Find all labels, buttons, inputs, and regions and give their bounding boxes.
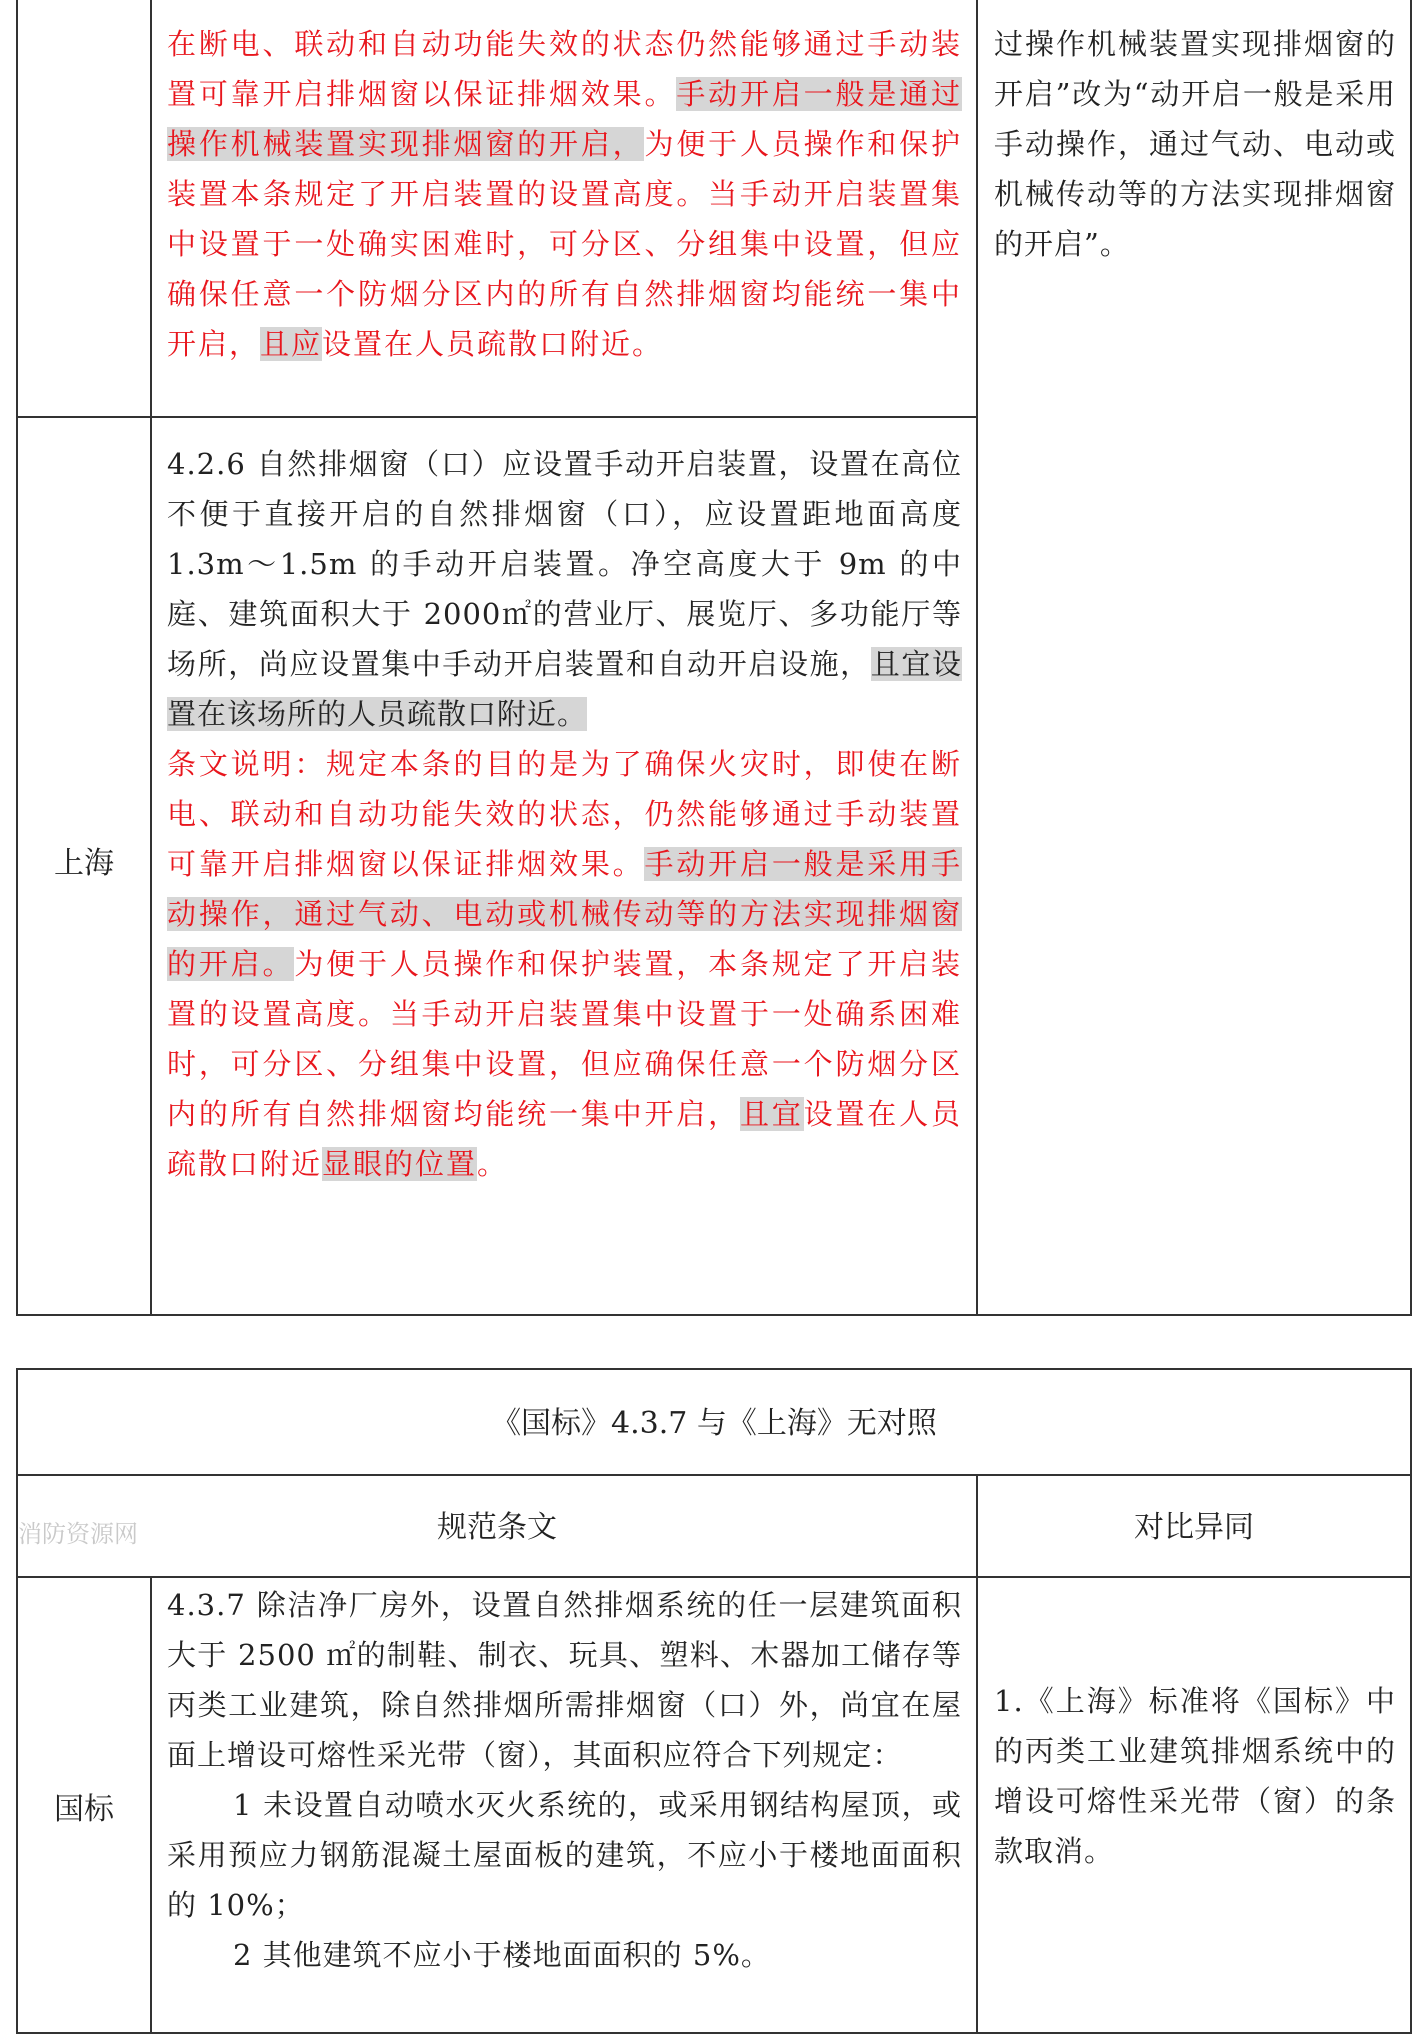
watermark: 消防资源网 [18, 1520, 138, 1548]
region-cell-row1 [18, 0, 152, 416]
comparison-cell [978, 0, 1410, 1314]
clause-cell-row1 [152, 0, 978, 416]
header-cell-compare [978, 1474, 1410, 1576]
explanation-part-c: 设置在人员疏散口附近。 [322, 327, 664, 361]
shanghai-clause-4-2-6 [167, 439, 962, 739]
table-title: 《国标》4.3.7 与《上海》无对照 [491, 1406, 937, 1441]
guobiao-comparison-text: 1.《上海》标准将《国标》中的丙类工业建筑排烟系统中的增设可熔性采光带（窗）的条款取消。 [994, 1684, 1396, 1868]
clause-cell-row2 [152, 416, 978, 1314]
explanation-highlight-b: 且应 [260, 327, 323, 361]
note-part-b: 为便于人员操作和保护装置，本条规定了开启装置的设置高度。当手动开启装置集中设置于一处确系困难时，可分区、分组集中设置，但应确保任意一个防烟分区内的所有自然排烟窗均能统一集中开启， [167, 947, 962, 1131]
note-part-c: 设置在人员疏散口附近 [167, 1097, 962, 1181]
explanation-part-b: 为便于人员操作和保护装置本条规定了开启装置的设置高度。当手动开启装置集中设置于一处确实困难时，可分区、分组集中设置，但应确保任意一个防烟分区内的所有自然排烟窗均能统一集中开启， [167, 127, 962, 361]
header-cell-clause [18, 1474, 978, 1576]
explanation-text-row1 [167, 19, 962, 369]
column-header-clause: 规范条文 [437, 1510, 557, 1545]
note-highlight-a: 手动开启一般是采用手动操作，通过气动、电动或机械传动等的方法实现排烟窗的开启。 [167, 847, 962, 981]
explanation-part-a: 在断电、联动和自动功能失效的状态仍然能够通过手动装置可靠开启排烟窗以保证排烟效果。 [167, 27, 962, 111]
table-title-cell [18, 1370, 1410, 1474]
comparison-text: 过操作机械装置实现排烟窗的开启”改为“动开启一般是采用手动操作，通过气动、电动或机械传动等的方法实现排烟窗的开启”。 [994, 27, 1396, 261]
comparison-cell-guobiao [978, 1576, 1410, 2032]
region-label-guobiao: 国标 [54, 1792, 114, 1827]
comparison-table-1 [16, 0, 1412, 1316]
region-cell-row2 [18, 416, 152, 1314]
column-header-compare: 对比异同 [1134, 1510, 1254, 1545]
guobiao-clause-4-3-7: 4.3.7 除洁净厂房外，设置自然排烟系统的任一层建筑面积大于 2500 ㎡的制鞋、制衣、玩具、塑料、木器加工储存等丙类工业建筑，除自然排烟所需排烟窗（口）外，尚宜在屋面上增设可熔性采光带（窗），其面积应符合下列规定： [167, 1588, 962, 1772]
note-part-d: 。 [477, 1147, 509, 1181]
note-highlight-b: 且宜 [739, 1097, 804, 1131]
comparison-table-2 [16, 1368, 1412, 2034]
clause-cell-guobiao [152, 1576, 978, 2032]
guobiao-clause-item-2: 2 其他建筑不应小于楼地面面积的 5%。 [233, 1938, 771, 1972]
note-part-a: 条文说明：规定本条的目的是为了确保火灾时，即使在断电、联动和自动功能失效的状态，仍然能够通过手动装置可靠开启排烟窗以保证排烟效果。 [167, 747, 962, 881]
clause-part-a: 4.2.6 自然排烟窗（口）应设置手动开启装置，设置在高位不便于直接开启的自然排烟窗（口），应设置距地面高度 1.3m～1.5m 的手动开启装置。净空高度大于 9m 的中庭、建筑面积大于 2000㎡的营业厅、展览厅、多功能厅等场所，尚应设置集中手动开启装置和自动开启设施， [167, 447, 962, 681]
explanation-highlight-a: 手动开启一般是通过操作机械装置实现排烟窗的开启， [167, 77, 962, 161]
shanghai-clause-note [167, 739, 962, 1189]
region-label-shanghai: 上海 [54, 846, 114, 881]
note-highlight-c: 显眼的位置 [322, 1147, 478, 1181]
guobiao-clause-item-1: 1 未设置自动喷水灭火系统的，或采用钢结构屋顶，或采用预应力钢筋混凝土屋面板的建筑，不应小于楼地面面积的 10%； [167, 1788, 962, 1922]
clause-highlight: 且宜设置在该场所的人员疏散口附近。 [167, 647, 962, 731]
region-cell-guobiao [18, 1576, 152, 2032]
